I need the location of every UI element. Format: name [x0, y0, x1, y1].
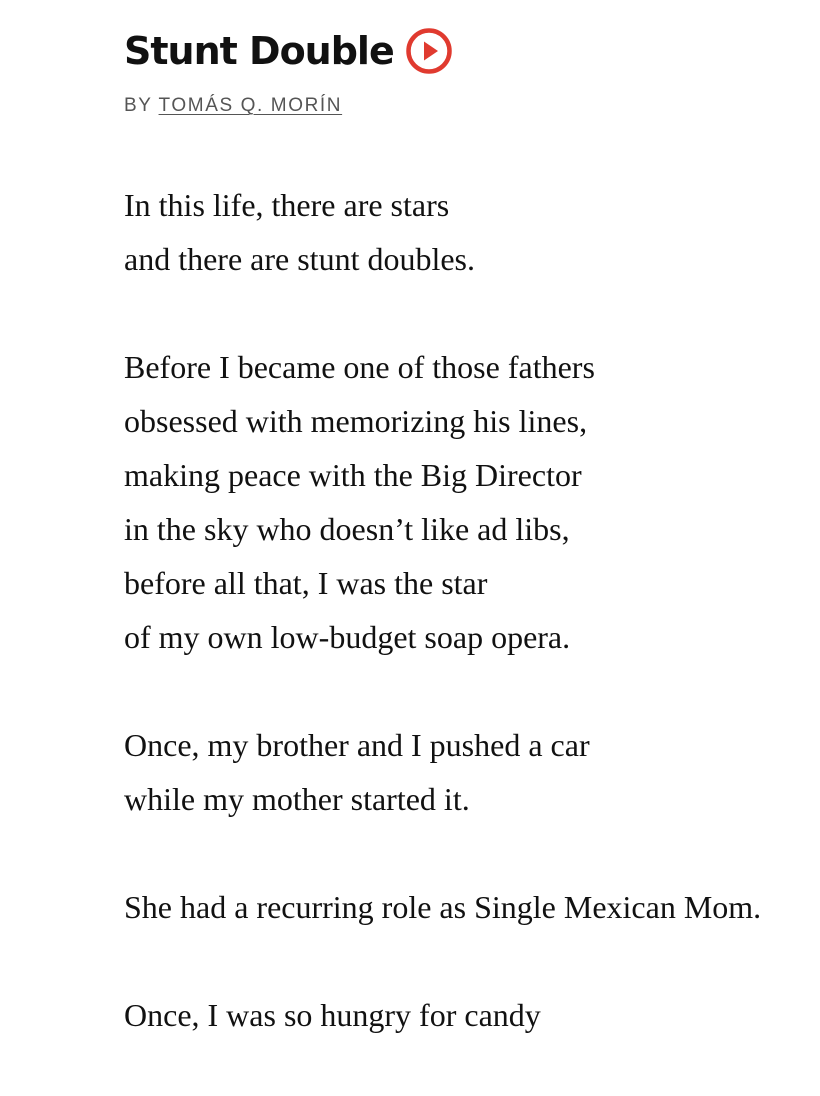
- play-audio-button[interactable]: [406, 28, 452, 74]
- poem-body: [124, 178, 761, 1096]
- poem-stanza: [124, 340, 761, 664]
- author-link[interactable]: TOMÁS Q. MORÍN: [158, 95, 343, 116]
- poem-line: before all that, I was the star: [124, 565, 488, 601]
- poem-line: Once, I was so hungry for candy: [124, 997, 541, 1033]
- poem-stanza: [124, 880, 761, 934]
- poem-line: of my own low-budget soap opera.: [124, 619, 571, 655]
- byline: [124, 95, 342, 117]
- poem-line: obsessed with memorizing his lines,: [124, 403, 588, 439]
- poem-line: She had a recurring role as Single Mexican Mom.: [124, 889, 762, 925]
- poem-stanza: [124, 718, 761, 826]
- poem-stanza: [124, 988, 761, 1042]
- poem-line: In this life, there are stars: [124, 187, 450, 223]
- poem-title: Stunt Double: [124, 29, 394, 73]
- poem-line: in the sky who doesn’t like ad libs,: [124, 511, 570, 547]
- poem-stanza: [124, 178, 761, 286]
- poem-line: and there are stunt doubles.: [124, 241, 475, 277]
- byline-prefix: BY: [124, 95, 153, 116]
- play-icon: [406, 28, 452, 74]
- title-row: [124, 26, 452, 76]
- poem-line: Once, my brother and I pushed a car: [124, 727, 590, 763]
- poem-line: Before I became one of those fathers: [124, 349, 595, 385]
- poem-line: making peace with the Big Director: [124, 457, 582, 493]
- poem-line: while my mother started it.: [124, 781, 470, 817]
